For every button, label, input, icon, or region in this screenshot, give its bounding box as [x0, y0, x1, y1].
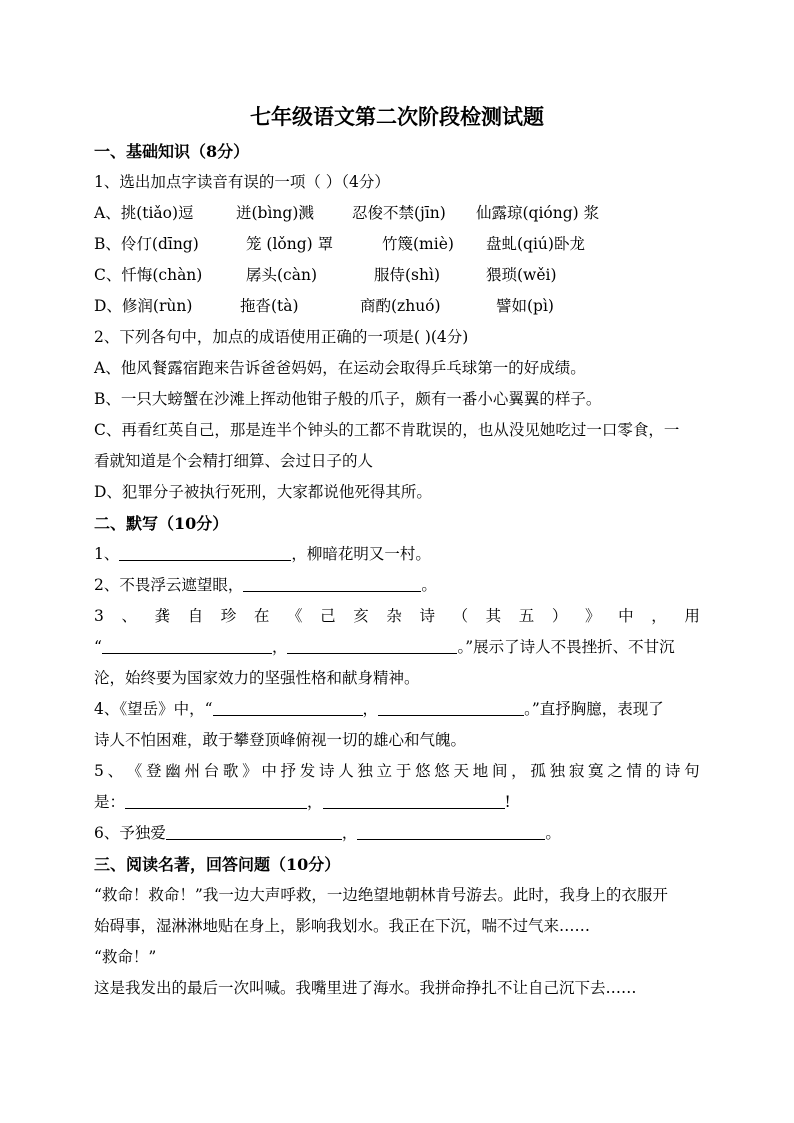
dictation-5-line-2: [94, 787, 700, 818]
dictation-3-char: 、: [121, 607, 137, 625]
option-a-item-1: A、挑(tiǎo)逗: [94, 204, 194, 222]
dictation-5-text: 是：: [94, 793, 126, 811]
dictation-5-char: 人: [338, 762, 354, 780]
dictation-3-char: ，: [651, 607, 667, 625]
dictation-6-comma: ，: [341, 824, 358, 842]
dictation-4-line-1: [94, 694, 700, 725]
question-2-option-c-line-2: 看就知道是个会精打细算、会过日子的人: [94, 452, 374, 470]
answer-blank[interactable]: [287, 635, 457, 654]
dictation-5-char: 情: [626, 762, 642, 780]
dictation-3-char: 杂: [386, 607, 402, 625]
dictation-4-text: 4、《望岳》中，“: [94, 700, 213, 718]
dictation-5-char: 》: [242, 762, 258, 780]
answer-blank[interactable]: [213, 697, 363, 716]
dictation-3-char: 《: [287, 607, 303, 625]
page-title: 七年级语文第二次阶段检测试题: [250, 104, 544, 129]
option-d-item-3: 商酌(zhuó): [360, 297, 441, 315]
reading-paragraph-3: 这是我发出的最后一次叫喊。我嘴里进了海水。我拼命挣扎不让自己沉下去……: [94, 979, 637, 997]
dictation-5-line-1: [94, 756, 700, 787]
option-a-item-3: 忍俊不禁(jīn): [352, 204, 446, 222]
dictation-5-char: 于: [395, 762, 412, 780]
dictation-3-line-1: [94, 601, 700, 632]
option-d-item-4: 譬如(pì): [496, 297, 554, 315]
reading-paragraph-1-line-1: “救命！救命！”我一边大声呼救，一边绝望地朝林肯号游去。此时，我身上的衣服开: [94, 886, 668, 904]
dictation-5-char: 孤: [530, 762, 546, 780]
dictation-3-char: 中: [618, 607, 634, 625]
dictation-3-comma: ，: [271, 638, 288, 656]
dictation-2: [94, 570, 700, 601]
option-b-item-2: 笼 (lǒng) 罩: [246, 235, 334, 253]
dictation-3-char: （: [452, 607, 469, 625]
dictation-3-char: 在: [253, 607, 270, 625]
dictation-3-char: 3: [94, 607, 104, 625]
dictation-4-comma: ，: [362, 700, 379, 718]
reading-paragraph-1-line-2: 始碍事，湿淋淋地贴在身上，影响我划水。我正在下沉，喘不过气来……: [94, 917, 591, 935]
dictation-3-char: 用: [684, 607, 700, 625]
dictation-3-char: 其: [485, 607, 502, 625]
dictation-5-char: 中: [261, 762, 277, 780]
dictation-3-char: ）: [551, 607, 568, 625]
dictation-3-text: 。”展示了诗人不畏挫折、不甘沉: [457, 638, 675, 656]
dictation-5-char: 句: [684, 762, 700, 780]
dictation-5-comma: ，: [307, 793, 323, 811]
dictation-3-line-2: [94, 632, 700, 663]
dictation-5-char: 立: [376, 762, 393, 780]
answer-blank[interactable]: [323, 790, 505, 809]
dictation-3-char: 五: [518, 607, 535, 625]
dictation-5-char: 幽: [165, 762, 181, 780]
dictation-4-line-2: 诗人不怕困难，敢于攀登顶峰俯视一切的雄心和气魄。: [94, 731, 467, 749]
dictation-6-end: 。: [545, 824, 561, 842]
dictation-1-text: ，柳暗花明又一村。: [291, 545, 431, 563]
question-1-option-c: [94, 260, 700, 291]
dictation-6: [94, 818, 700, 849]
answer-blank[interactable]: [166, 821, 342, 840]
dictation-1: [94, 539, 700, 570]
dictation-5-char: 寞: [588, 762, 604, 780]
answer-blank[interactable]: [243, 573, 421, 592]
option-a-item-4: 仙露琼(qióng) 浆: [476, 204, 600, 222]
option-c-item-4: 猥琐(wěi): [486, 266, 557, 284]
section-heading-dictation: 二、默写（10分）: [94, 514, 229, 533]
dictation-5-char: 间: [491, 762, 508, 780]
dictation-5-char: 寂: [568, 762, 585, 780]
dictation-5-char: 独: [549, 762, 566, 780]
dictation-6-text: 6、予独爱: [94, 824, 166, 842]
dictation-5-char: 诗: [318, 762, 335, 780]
section-heading-reading: 三、阅读名著，回答问题（10分）: [94, 855, 341, 874]
option-a-item-2: 迸(bìng)溅: [236, 204, 314, 222]
dictation-5-char: 发: [299, 762, 316, 780]
dictation-2-end: 。: [421, 576, 437, 594]
answer-blank[interactable]: [102, 635, 272, 654]
dictation-5-char: 悠: [434, 762, 450, 780]
question-1-option-b: [94, 229, 700, 260]
dictation-5-char: 台: [203, 762, 220, 780]
option-d-item-2: 拖沓(tà): [240, 297, 299, 315]
dictation-3-char: 珍: [220, 607, 237, 625]
dictation-5-char: 独: [357, 762, 373, 780]
dictation-5-char: 登: [146, 762, 162, 780]
option-b-item-4: 盘虬(qiú)卧龙: [486, 235, 585, 253]
dictation-4-tail: 。”直抒胸臆，表现了: [524, 700, 664, 718]
option-c-item-3: 服侍(shì): [374, 266, 440, 284]
dictation-3-char: 己: [320, 607, 336, 625]
question-2-option-d: D、犯罪分子被执行死刑，大家都说他死得其所。: [94, 483, 432, 501]
option-c-item-1: C、忏悔(chàn): [94, 266, 203, 284]
dictation-5-char: 之: [607, 762, 623, 780]
dictation-3-char: 诗: [419, 607, 435, 625]
question-1-option-d: [94, 291, 700, 322]
dictation-5-char: 《: [126, 762, 143, 780]
dictation-5-char: 悠: [415, 762, 431, 780]
question-2-option-c-line-1: C、再看红英自己，那是连半个钟头的工都不肯耽误的，也从没见她吃过一口零食，一: [94, 421, 680, 439]
answer-blank[interactable]: [378, 697, 524, 716]
question-1-stem: 1、选出加点字读音有误的一项（ ）（4分）: [94, 173, 390, 191]
question-1-option-a: [94, 198, 700, 229]
dictation-5-char: 地: [472, 762, 489, 780]
dictation-5-end: !: [504, 793, 511, 811]
dictation-5-char: 抒: [280, 762, 297, 780]
dictation-5-char: 、: [107, 762, 124, 780]
reading-paragraph-2: “救命！”: [94, 948, 157, 966]
dictation-5-char: 5: [94, 762, 104, 780]
option-c-item-2: 孱头(càn): [246, 266, 317, 284]
dictation-3-line-3: 沦，始终要为国家效力的坚强性格和献身精神。: [94, 669, 420, 687]
dictation-5-char: 天: [453, 762, 470, 780]
exam-page: [94, 100, 700, 1004]
dictation-3-char: 自: [187, 607, 204, 625]
option-b-item-1: B、伶仃(dīng): [94, 235, 199, 253]
option-d-item-1: D、修润(rùn): [94, 297, 193, 315]
dictation-5-char: 歌: [222, 762, 239, 780]
dictation-5-char: 诗: [664, 762, 681, 780]
question-2-option-b: B、一只大螃蟹在沙滩上挥动他钳子般的爪子，颇有一番小心翼翼的样子。: [94, 390, 602, 408]
answer-blank[interactable]: [125, 790, 307, 809]
answer-blank[interactable]: [357, 821, 545, 840]
question-2-option-a: A、他风餐露宿跑来告诉爸爸妈妈，在运动会取得乒乓球第一的好成绩。: [94, 359, 586, 377]
question-2-stem: 2、下列各句中，加点的成语使用正确的一项是( )(4分): [94, 328, 469, 346]
answer-blank[interactable]: [119, 542, 291, 561]
option-b-item-3: 竹篾(miè): [382, 235, 454, 253]
dictation-3-char: 龚: [154, 607, 171, 625]
dictation-3-open-quote: “: [94, 638, 102, 656]
dictation-5-char: ，: [511, 762, 527, 780]
dictation-1-number: 1、: [94, 545, 120, 563]
dictation-3-char: 亥: [353, 607, 369, 625]
dictation-5-char: 的: [645, 762, 662, 780]
dictation-2-text: 2、不畏浮云遮望眼，: [94, 576, 244, 594]
dictation-3-char: 》: [585, 607, 601, 625]
dictation-5-char: 州: [184, 762, 200, 780]
section-heading-basics: 一、基础知识（8分）: [94, 142, 250, 161]
